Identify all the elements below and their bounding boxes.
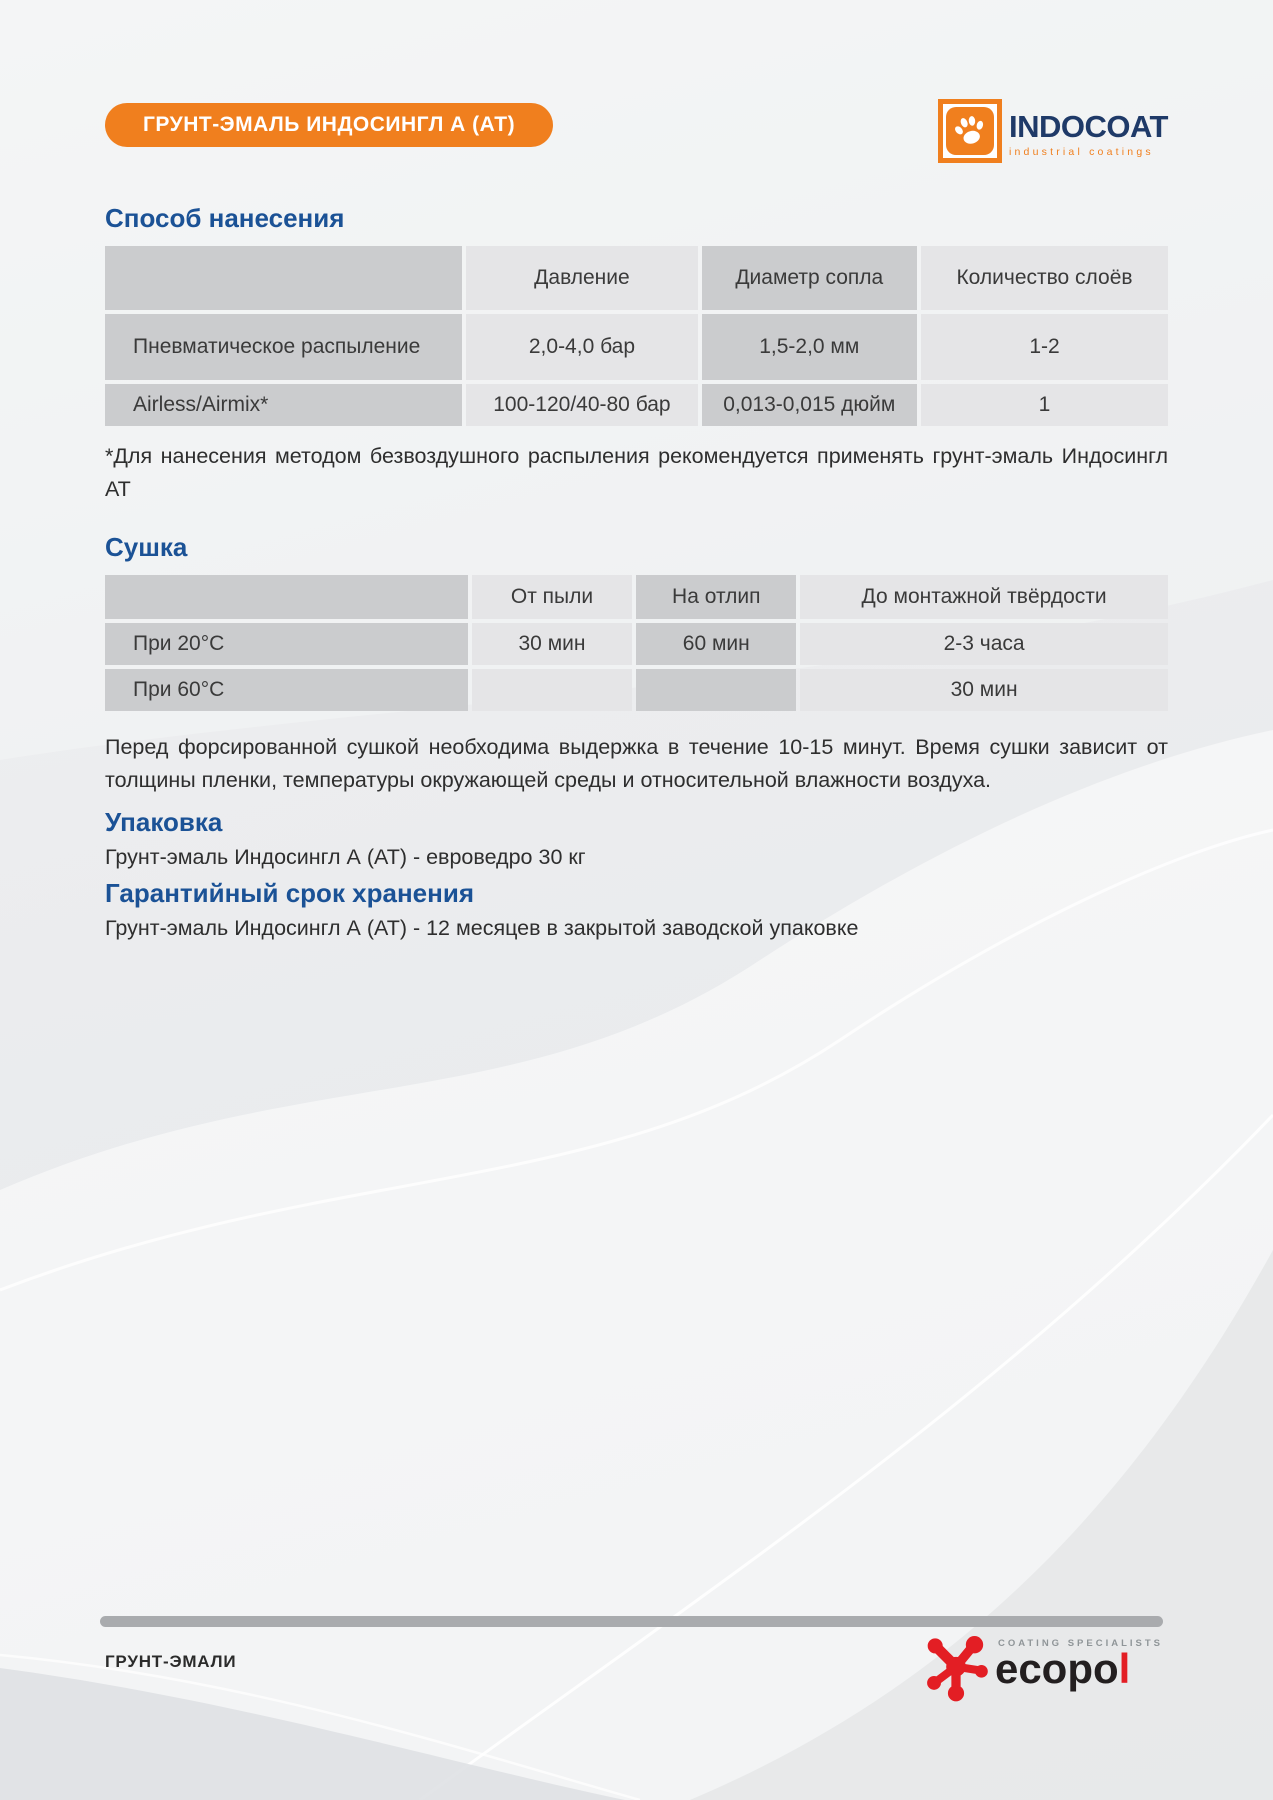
- table-header-cell: Количество слоёв: [921, 246, 1168, 310]
- table-cell: [636, 669, 796, 711]
- table-header-cell: На отлип: [636, 575, 796, 619]
- table-header-cell: От пыли: [472, 575, 633, 619]
- section-title-packaging: Упаковка: [105, 806, 223, 837]
- packaging-text: Грунт-эмаль Индосингл А (АТ) - евроведро 30 кг: [105, 845, 586, 870]
- ecopol-logo-text: [994, 1630, 1163, 1692]
- indocoat-logo: [938, 99, 1168, 163]
- table-cell: 1,5-2,0 мм: [702, 314, 917, 380]
- table-cell: При 60°C: [105, 669, 468, 711]
- ecopol-wordmark-accent: l: [1118, 1645, 1131, 1692]
- paint-splat-icon: [919, 1632, 993, 1711]
- table-header-cell: До монтажной твёрдости: [800, 575, 1168, 619]
- table-row: [105, 623, 1168, 665]
- table-cell: 100-120/40-80 бар: [466, 384, 697, 426]
- page-content: [105, 0, 1168, 944]
- paw-icon: [946, 107, 994, 155]
- drying-note: Перед форсированной сушкой необходима выдержка в течение 10-15 минут. Время сушки зависит от толщины пленки, температуры окружающей среды и относительной влажности воздуха.: [105, 735, 1168, 793]
- table-header-row: [105, 246, 1168, 310]
- footer-row: [105, 1630, 1163, 1711]
- header-row: [105, 103, 1168, 163]
- product-title-badge: ГРУНТ-ЭМАЛЬ ИНДОСИНГЛ А (АТ): [105, 103, 553, 147]
- section-title-drying: Сушка: [105, 531, 188, 562]
- table-cell: 0,013-0,015 дюйм: [702, 384, 917, 426]
- indocoat-logo-frame: [938, 99, 1002, 163]
- table-row: [105, 314, 1168, 380]
- table-header-cell: [105, 575, 468, 619]
- ecopol-logo: [919, 1630, 1163, 1711]
- table-cell: Пневматическое распыление: [105, 314, 462, 380]
- table-header-cell: Давление: [466, 246, 697, 310]
- section-title-application: Способ нанесения: [105, 203, 345, 233]
- application-footnote: *Для нанесения методом безвоздушного распыления рекомендуется применять грунт-эмаль Индосингл АТ: [105, 444, 1168, 502]
- table-cell: [472, 669, 633, 711]
- ecopol-wordmark: [994, 1645, 1163, 1692]
- table-header-row: [105, 575, 1168, 619]
- drying-table: [101, 571, 1172, 715]
- brand-tagline: industrial coatings: [1008, 146, 1154, 158]
- table-cell: 60 мин: [636, 623, 796, 665]
- ecopol-tagline: COATING SPECIALISTS: [997, 1638, 1163, 1649]
- table-cell: 1: [921, 384, 1168, 426]
- ecopol-wordmark-main: ecopo: [994, 1645, 1119, 1692]
- brand-name: INDOCOAT: [1008, 109, 1168, 144]
- application-table: [101, 242, 1172, 430]
- table-cell: При 20°C: [105, 623, 468, 665]
- table-row: [105, 669, 1168, 711]
- table-row: [105, 384, 1168, 426]
- table-cell: 30 мин: [800, 669, 1168, 711]
- section-title-shelf-life: Гарантийный срок хранения: [105, 878, 475, 909]
- footer-divider-bar: [100, 1616, 1163, 1627]
- table-cell: Airless/Airmix*: [105, 384, 462, 426]
- footer-category-label: ГРУНТ-ЭМАЛИ: [105, 1652, 237, 1671]
- table-cell: 30 мин: [472, 623, 633, 665]
- table-cell: 1-2: [921, 314, 1168, 380]
- table-cell: 2-3 часа: [800, 623, 1168, 665]
- indocoat-logo-text: [1009, 99, 1168, 158]
- table-header-cell: [105, 246, 462, 310]
- table-header-cell: Диаметр сопла: [702, 246, 917, 310]
- shelf-life-text: Грунт-эмаль Индосингл А (АТ) - 12 месяцев в закрытой заводской упаковке: [105, 916, 859, 941]
- table-cell: 2,0-4,0 бар: [466, 314, 697, 380]
